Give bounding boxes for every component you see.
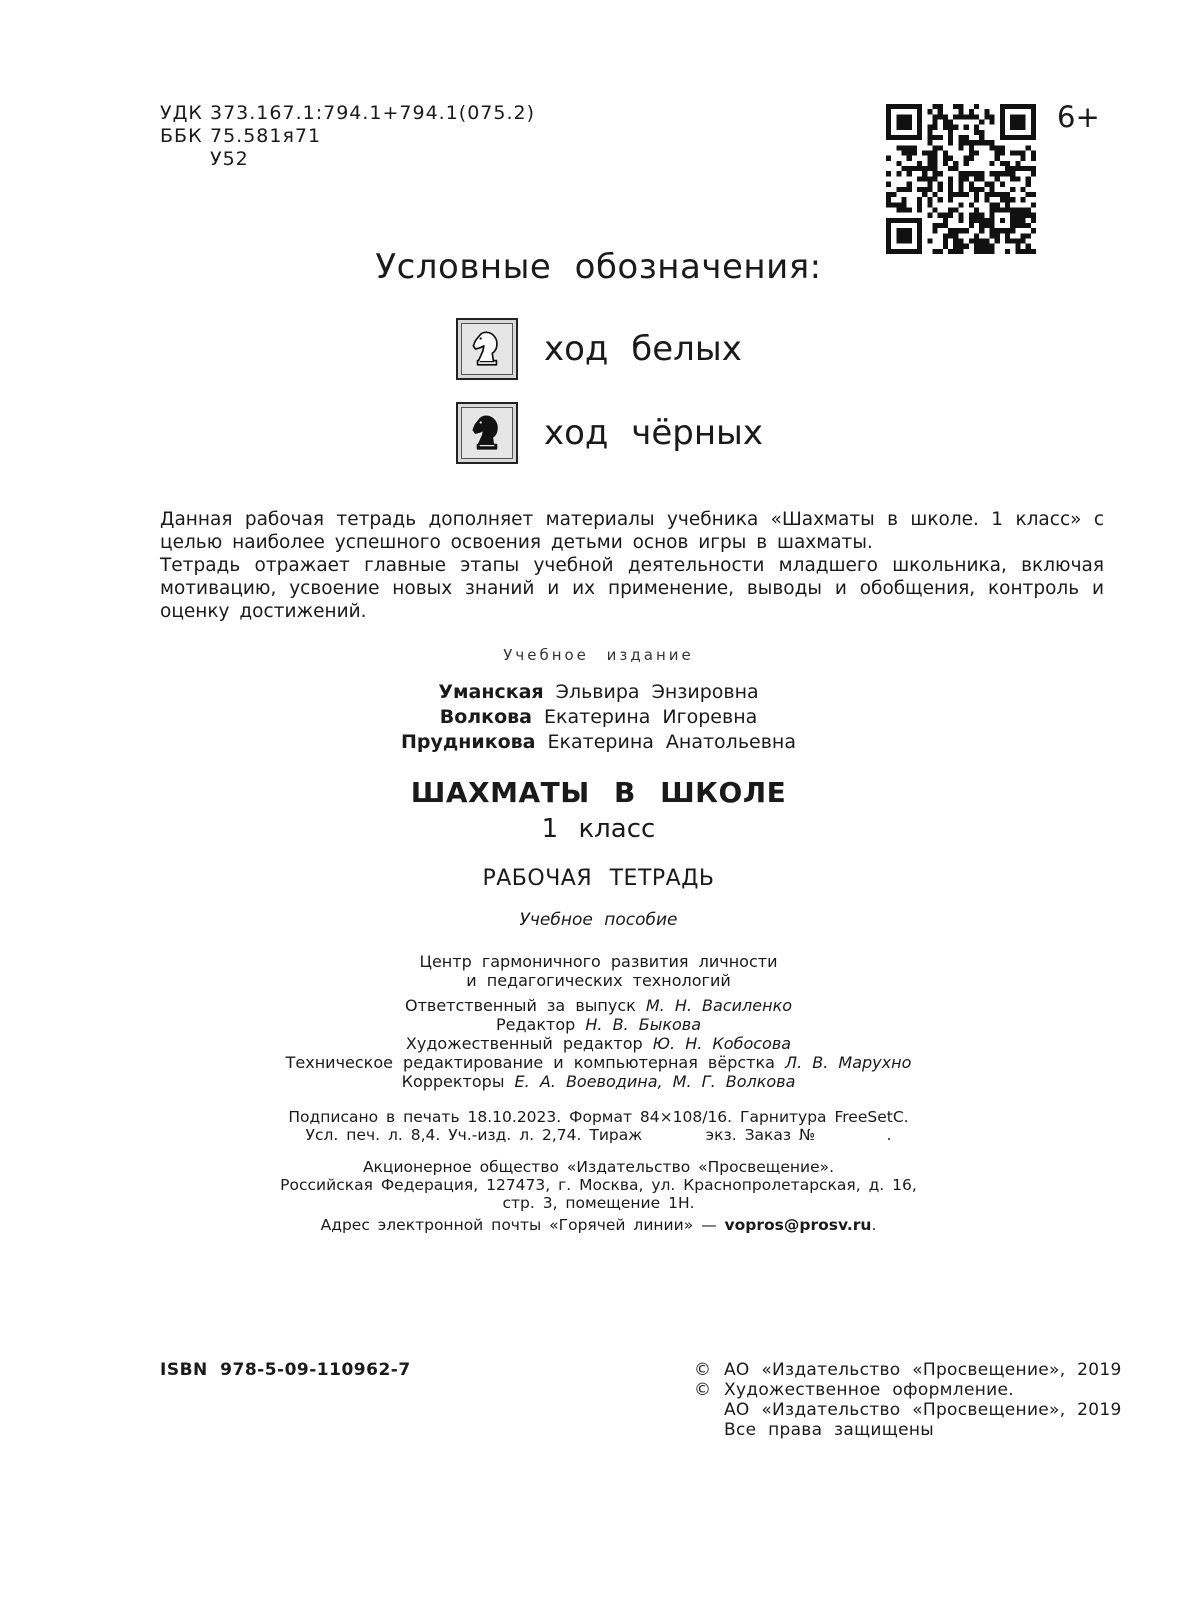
copyright-icon: ©	[694, 1360, 712, 1380]
publisher-info	[0, 1158, 1197, 1212]
credit-line	[0, 1015, 1197, 1034]
legend-title: Условные обозначения:	[375, 247, 822, 287]
qr-code-icon[interactable]	[886, 104, 1036, 254]
credit-role: Редактор	[495, 1015, 576, 1034]
author-name: Екатерина Игоревна	[544, 706, 758, 728]
author-mark-value: У52	[210, 148, 249, 170]
book-subtitle: РАБОЧАЯ ТЕТРАДЬ	[482, 866, 715, 891]
book-kind: Учебное пособие	[519, 910, 678, 930]
legend-item-white-move	[456, 318, 742, 380]
author-mark-row	[160, 148, 535, 171]
age-rating: 6+	[1057, 100, 1100, 134]
hotline-email-link[interactable]: vopros@prosv.ru	[724, 1216, 872, 1234]
book-title: ШАХМАТЫ В ШКОЛЕ	[410, 776, 787, 809]
center-name-line-1: Центр гармоничного развития личности	[419, 952, 778, 971]
hotline-end: .	[871, 1216, 877, 1234]
description	[160, 508, 1104, 623]
author-3	[0, 730, 1197, 755]
credits	[0, 996, 1197, 1091]
author-name: Екатерина Анатольевна	[547, 731, 796, 753]
credit-role: Корректоры	[401, 1072, 505, 1091]
credit-person: Л. В. Марухно	[785, 1053, 912, 1072]
hotline	[0, 1216, 1197, 1234]
author-2	[0, 705, 1197, 730]
publisher-line-2: Российская Федерация, 127473, г. Москва, ул. Краснопролетарская, д. 16,	[280, 1176, 917, 1194]
credit-line	[0, 996, 1197, 1015]
author-mark-key	[160, 148, 210, 171]
author-surname: Волкова	[439, 706, 532, 728]
print-info-line-1: Подписано в печать 18.10.2023. Формат 84×108/16. Гарнитура FreeSetC.	[288, 1108, 909, 1126]
center-name-line-2: и педагогических технологий	[466, 971, 731, 990]
copyright-line	[694, 1420, 1122, 1440]
description-paragraph-1: Данная рабочая тетрадь дополняет материалы учебника «Шахматы в школе. 1 класс» с целью наиболее успешного освоения детьми основ игры в шахматы.	[160, 509, 1104, 553]
classification-codes	[160, 102, 535, 171]
copyright-line	[694, 1400, 1122, 1420]
center-name	[0, 952, 1197, 990]
copyright-line	[694, 1360, 1122, 1380]
bbk-value: 75.581я71	[210, 125, 322, 147]
credit-role: Ответственный за выпуск	[404, 996, 636, 1015]
authors-list	[0, 680, 1197, 755]
description-paragraph-2: Тетрадь отражает главные этапы учебной деятельности младшего школьника, включая мотивацию, усвоение новых знаний и их применение, выводы и обобщения, контроль и оценку достижений.	[160, 555, 1104, 622]
legend-item-black-move	[456, 402, 763, 464]
white-knight-icon	[456, 318, 518, 380]
credit-person: Е. А. Воеводина, М. Г. Волкова	[514, 1072, 796, 1091]
author-1	[0, 680, 1197, 705]
credit-role: Художественный редактор	[405, 1034, 643, 1053]
print-info	[0, 1108, 1197, 1144]
copyright-line	[694, 1380, 1122, 1400]
author-surname: Прудникова	[401, 731, 536, 753]
legend-label-white: ход белых	[544, 329, 742, 369]
copyright-text: Художественное оформление.	[724, 1380, 1014, 1400]
udk-row	[160, 102, 535, 125]
publisher-line-1: Акционерное общество «Издательство «Просвещение».	[362, 1158, 835, 1176]
credit-line	[0, 1053, 1197, 1072]
udk-value: 373.167.1:794.1+794.1(075.2)	[210, 102, 536, 124]
copyright-text: АО «Издательство «Просвещение», 2019	[724, 1360, 1122, 1380]
credit-person: Н. В. Быкова	[585, 1015, 702, 1034]
bbk-row	[160, 125, 535, 148]
isbn: ISBN 978-5-09-110962-7	[160, 1360, 411, 1380]
bbk-key: ББК	[160, 125, 203, 147]
book-grade: 1 класс	[541, 814, 656, 844]
copyright-text: Все права защищены	[724, 1420, 934, 1440]
publisher-line-3: стр. 3, помещение 1Н.	[502, 1194, 695, 1212]
udk-key: УДК	[160, 102, 203, 124]
credit-role: Техническое редактирование и компьютерная вёрстка	[285, 1053, 775, 1072]
copyright-text: АО «Издательство «Просвещение», 2019	[724, 1400, 1122, 1420]
black-knight-icon	[456, 402, 518, 464]
edition-type: Учебное издание	[503, 646, 694, 664]
print-info-line-2: Усл. печ. л. 8,4. Уч.-изд. л. 2,74. Тираж экз. Заказ № .	[305, 1126, 892, 1144]
hotline-label: Адрес электронной почты «Горячей линии» —	[320, 1216, 717, 1234]
legend-label-black: ход чёрных	[544, 413, 764, 453]
credit-person: Ю. Н. Кобосова	[652, 1034, 792, 1053]
copyright-block	[694, 1360, 1122, 1440]
copyright-icon: ©	[694, 1380, 712, 1400]
author-surname: Уманская	[438, 681, 544, 703]
credit-person: М. Н. Василенко	[645, 996, 793, 1015]
credit-line	[0, 1072, 1197, 1091]
author-name: Эльвира Энзировна	[555, 681, 759, 703]
credit-line	[0, 1034, 1197, 1053]
